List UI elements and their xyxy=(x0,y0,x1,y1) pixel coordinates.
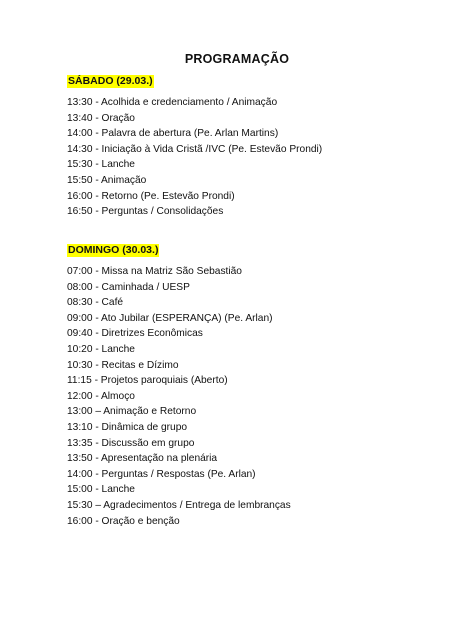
schedule-item: 16:00 - Oração e benção xyxy=(67,515,180,527)
schedule-item: 16:00 - Retorno (Pe. Estevão Prondi) xyxy=(67,190,235,202)
schedule-item: 11:15 - Projetos paroquiais (Aberto) xyxy=(67,375,228,387)
section-sabado xyxy=(67,71,322,220)
schedule-item: 14:00 - Perguntas / Respostas (Pe. Arlan) xyxy=(67,468,256,480)
section-domingo xyxy=(67,240,291,529)
schedule-item: 15:30 - Lanche xyxy=(67,159,135,171)
schedule-item: 13:00 – Animação e Retorno xyxy=(67,406,197,418)
schedule-item: 07:00 - Missa na Matriz São Sebastião xyxy=(67,266,242,277)
schedule-item: 15:50 - Animação xyxy=(67,174,147,186)
schedule-item: 16:50 - Perguntas / Consolidações xyxy=(67,206,224,218)
schedule-item: 08:00 - Caminhada / UESP xyxy=(67,281,190,293)
schedule-item: 10:30 - Recitas e Dízimo xyxy=(67,359,179,371)
schedule-item: 13:30 - Acolhida e credenciamento / Animação xyxy=(67,97,278,108)
schedule-item: 13:10 - Dinâmica de grupo xyxy=(67,421,188,433)
schedule-list-domingo xyxy=(67,264,291,529)
schedule-item: 15:00 - Lanche xyxy=(67,484,135,496)
schedule-item: 09:40 - Diretrizes Econômicas xyxy=(67,328,203,340)
section-heading-domingo: DOMINGO (30.03.) xyxy=(68,244,159,256)
schedule-item: 12:00 - Almoço xyxy=(67,390,135,402)
schedule-item: 13:40 - Oração xyxy=(67,112,135,124)
schedule-item: 10:20 - Lanche xyxy=(67,343,135,355)
schedule-item: 14:00 - Palavra de abertura (Pe. Arlan Martins) xyxy=(67,128,279,140)
schedule-list-sabado xyxy=(67,95,322,220)
schedule-item: 15:30 – Agradecimentos / Entrega de lembranças xyxy=(67,499,291,511)
page-title: PROGRAMAÇÃO xyxy=(184,52,290,66)
schedule-item: 13:35 - Discussão em grupo xyxy=(67,437,195,449)
schedule-item: 08:30 - Café xyxy=(67,297,124,309)
schedule-item: 09:00 - Ato Jubilar (ESPERANÇA) (Pe. Arlan) xyxy=(67,312,273,324)
section-heading-sabado: SÁBADO (29.03.) xyxy=(68,75,153,87)
schedule-item: 13:50 - Apresentação na plenária xyxy=(67,453,218,465)
schedule-item: 14:30 - Iniciação à Vida Cristã /IVC (Pe. Estevão Prondi) xyxy=(67,143,323,155)
